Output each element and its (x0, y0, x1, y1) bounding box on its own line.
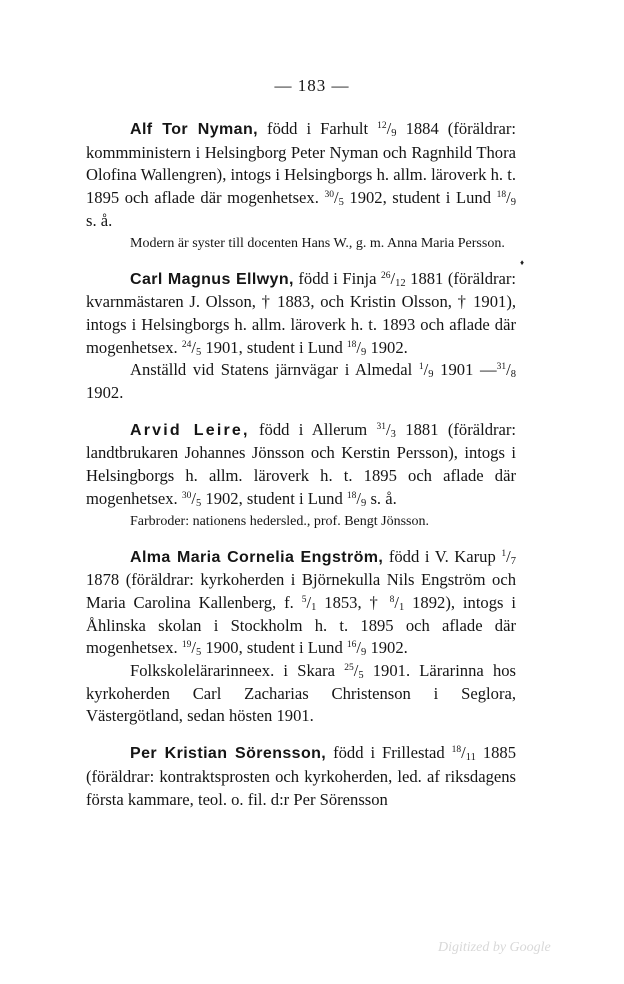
entry-text: Folkskolelärarinneex. i Skara (130, 661, 335, 681)
page-body (86, 118, 516, 811)
entry-paragraph (86, 419, 516, 511)
date-fraction: $^{18}/_9$ (346, 337, 367, 358)
margin-mark: ♦ (520, 258, 525, 267)
entry-text: född i Allerum (259, 419, 368, 439)
entry-text: 1900, student i Lund (205, 638, 343, 658)
date-fraction: $^{31}/_3$ (376, 419, 396, 440)
date-fraction: $^{31}/_8$ (496, 360, 516, 381)
date-fraction: $^{19}/_5$ (181, 638, 202, 659)
entry-text: född i Frillestad (333, 743, 445, 763)
date-fraction: $^{16}/_9$ (346, 638, 367, 659)
scan-watermark: Digitized by Google (438, 940, 551, 955)
person-name: Carl Magnus Ellwyn, (130, 270, 294, 288)
entry-text: 1892), intogs i Åhlinska skolan i Stockholm h. t. 1895 och aflade där mogenhetsex. (86, 592, 517, 658)
entry-text: 1902. (370, 638, 408, 658)
date-fraction: $^1/_9$ (418, 360, 434, 381)
entry-text: s. å. (370, 488, 397, 508)
entry-paragraph (86, 546, 516, 661)
entry-text: 1901 — (440, 360, 497, 380)
date-fraction: $^5/_1$ (301, 592, 317, 613)
entry-leire (86, 419, 516, 532)
entry-text: 1902, student i Lund (349, 188, 492, 208)
entry-text: född i V. Karup (388, 546, 496, 566)
entry-text: 1885 (föräldrar: kontraktsprosten och kyrkoherden, led. af riksdagens första kammare, teol. o. fil. d:r Per Sörensson (86, 743, 516, 809)
date-fraction: $^{25}/_5$ (344, 661, 364, 682)
entry-note: Modern är syster till docenten Hans W., g. m. Anna Maria Persson. (130, 235, 505, 251)
entry-text: 1884 (föräldrar: kommministern i Helsingborg Peter Nyman och Ragnhild Thora Olofina Wallengren), intogs i Helsingborgs h. allm. läroverk h. t. 1895 och aflade där mogenhetsex. (86, 119, 516, 208)
entry-text: s. å. (86, 210, 113, 230)
entry-engstrom (86, 546, 516, 729)
entry-text: 1902, student i Lund (205, 488, 343, 508)
date-fraction: $^{30}/_5$ (324, 188, 344, 209)
entry-text: 1901. Lärarinna hos kyrkoherden Carl Zacharias Christenson i Seglora, Västergötland, sedan hösten 1901. (86, 661, 516, 726)
entry-extra (86, 359, 516, 404)
entry-text: 1853, † (324, 592, 382, 612)
entry-paragraph (86, 118, 516, 233)
entry-text: född i Finja (298, 268, 377, 288)
entry-text: 1881 (föräldrar: landtbrukaren Johannes Jönsson och Kerstin Persson), intogs i Helsingborgs h. allm. läroverk h. t. 1895 och aflade där mogenhetsex. (86, 419, 517, 508)
date-fraction: $^1/_7$ (501, 546, 516, 567)
person-name: Arvid Leire, (130, 421, 250, 439)
entry-extra (86, 660, 516, 728)
date-fraction: $^{12}/_9$ (377, 119, 397, 139)
person-name: Per Kristian Sörensson, (130, 745, 327, 763)
entry-text: 1881 (föräldrar: kvarnmästaren J. Olsson, † 1883, och Kristin Olsson, † 1901), intogs i Helsingborgs h. allm. läroverk h. t. 1893 och aflade där mogenhetsex. (86, 268, 517, 357)
date-fraction: $^{30}/_5$ (181, 488, 202, 509)
entry-text: 1902. (86, 383, 124, 403)
entry-text: född i Farhult (267, 119, 369, 138)
entry-text: 1878 (föräldrar: kyrkoherden i Björnekulla Nils Engström och Maria Carolina Kallenberg, f. (86, 570, 516, 612)
entry-text: 1902. (370, 337, 408, 357)
entry-nyman (86, 118, 516, 254)
entry-paragraph (86, 742, 516, 811)
date-fraction: $^{18}/_{11}$ (451, 743, 476, 764)
entry-text: Anställd vid Statens järnvägar i Almedal (130, 360, 413, 380)
date-fraction: $^{24}/_5$ (181, 337, 202, 358)
entry-note: Farbroder: nationens hedersled., prof. Bengt Jönsson. (130, 513, 429, 529)
person-name: Alf Tor Nyman, (130, 121, 258, 138)
date-fraction: $^{18}/_9$ (346, 488, 367, 509)
date-fraction: $^8/_1$ (389, 592, 405, 613)
entry-sorensson (86, 742, 516, 811)
entry-text: 1901, student i Lund (205, 337, 343, 357)
entry-ellwyn (86, 268, 516, 405)
entry-paragraph (86, 268, 516, 360)
page-number: — 183 — (274, 76, 350, 95)
person-name: Alma Maria Cornelia Engström, (130, 548, 384, 566)
date-fraction: $^{26}/_{12}$ (381, 268, 406, 289)
date-fraction: $^{18}/_9$ (496, 188, 516, 209)
